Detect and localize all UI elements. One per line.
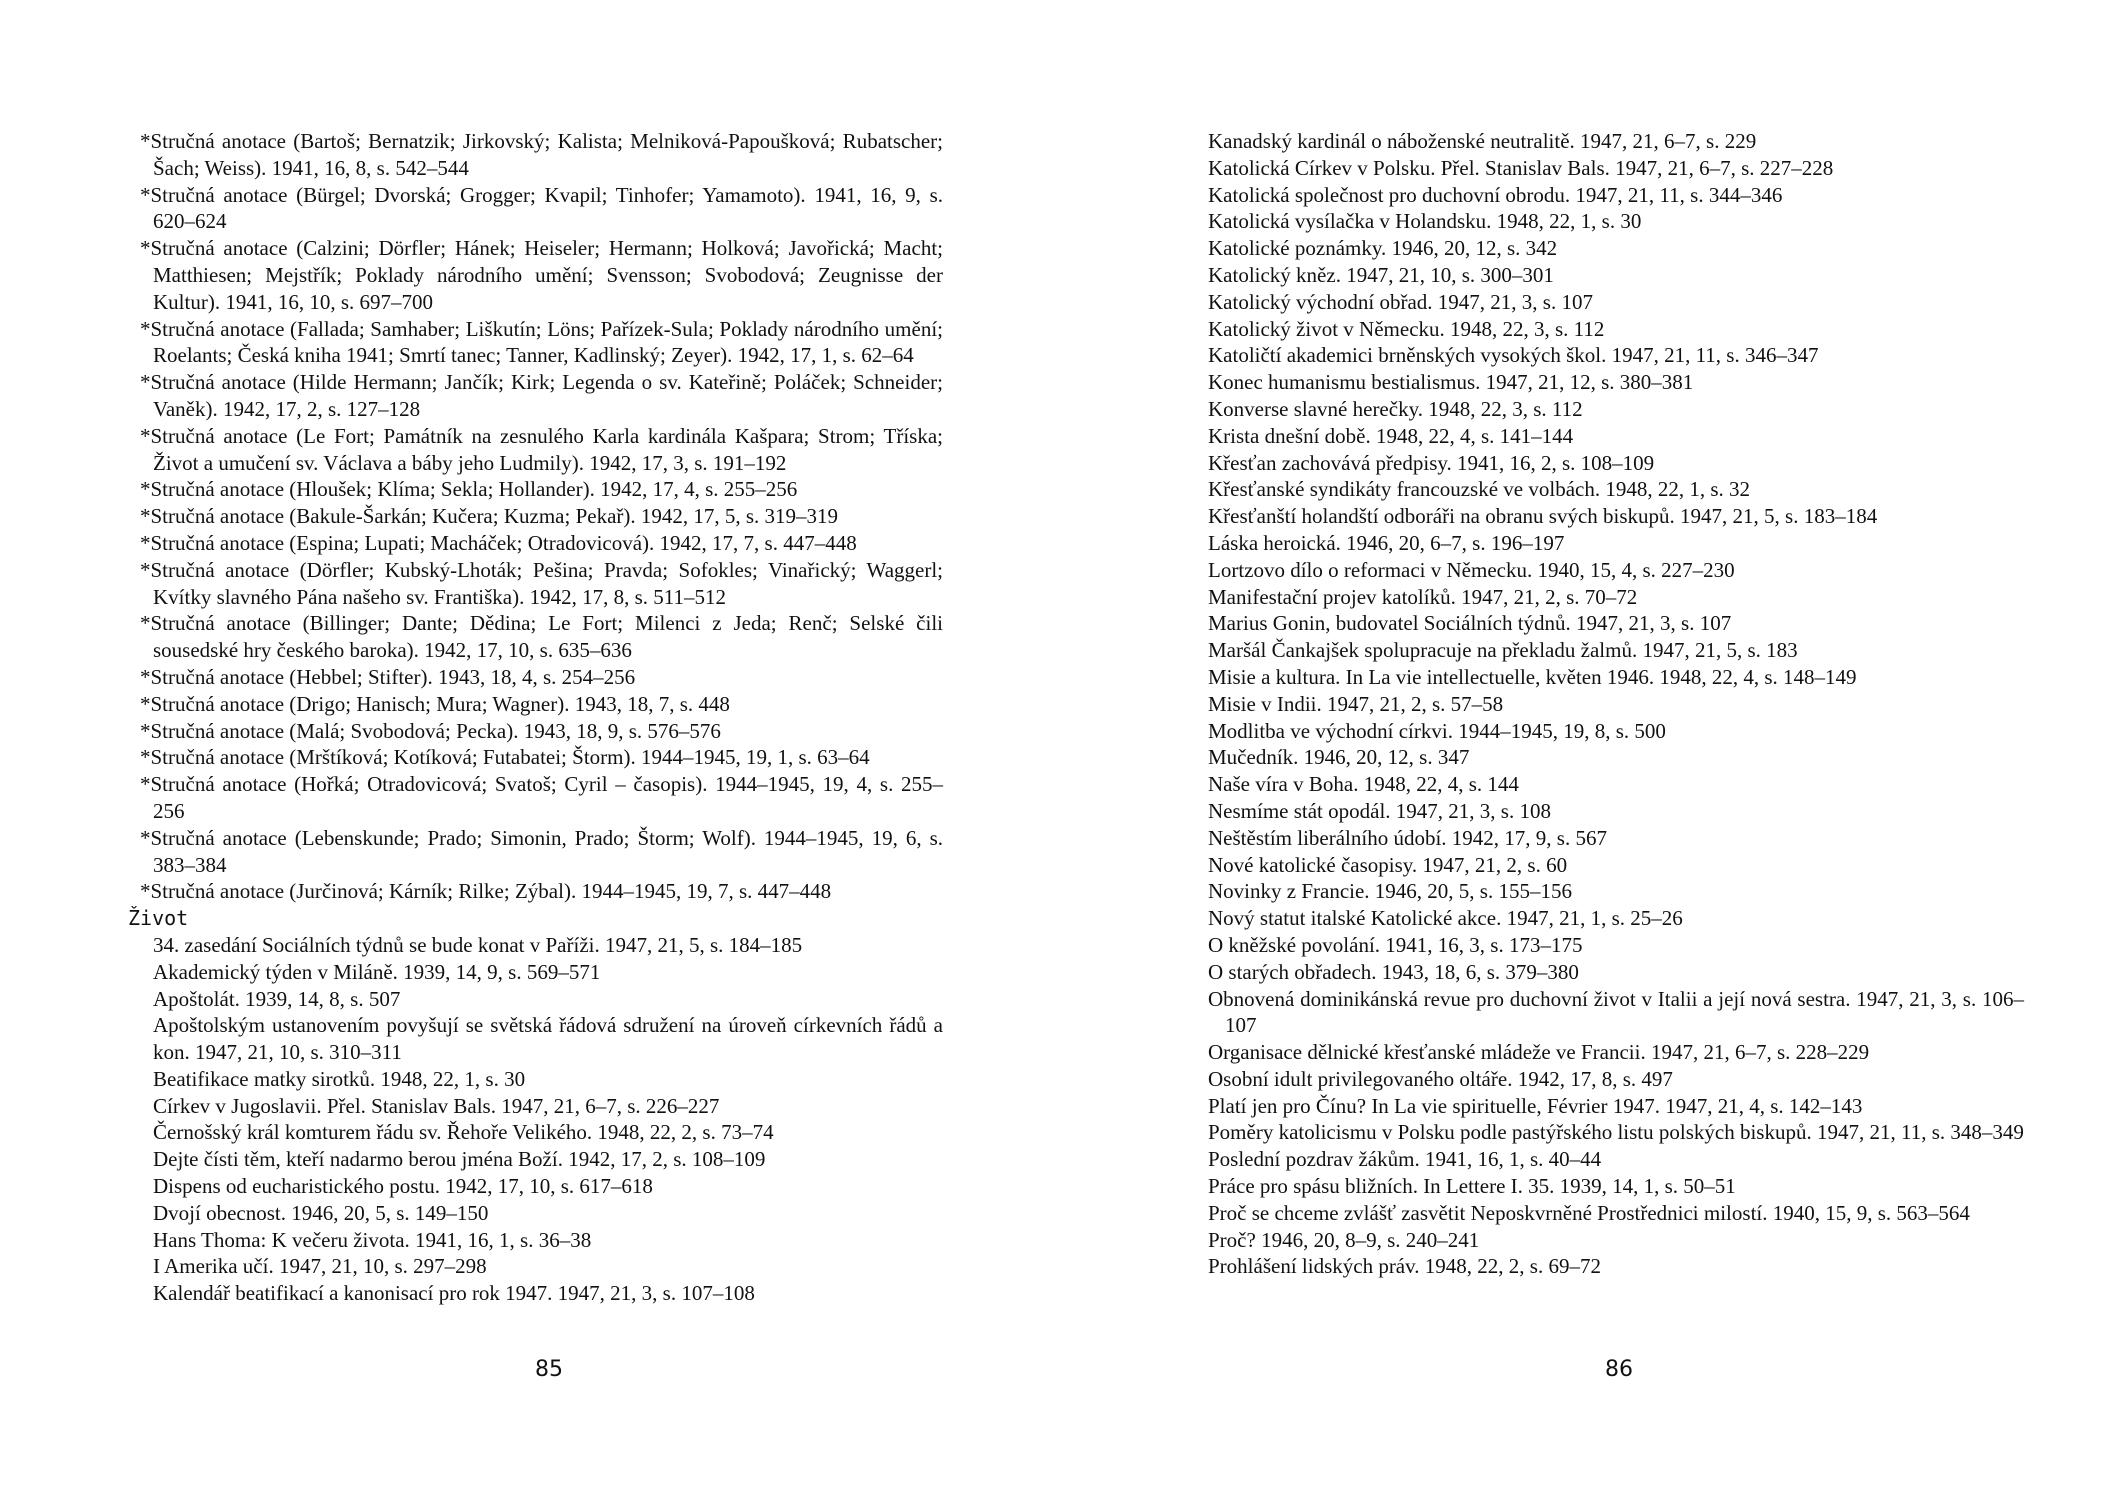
bibliography-entry: Novinky z Francie. 1946, 20, 5, s. 155–156 xyxy=(1208,879,1572,904)
bibliography-entry: Beatifikace matky sirotků. 1948, 22, 1, s. 30 xyxy=(153,1066,526,1091)
bibliography-entry: Apoštolským ustanovením povyšují se světská řádová sdružení na úroveň církevních řádů a kon. 1947, 21, 10, s. 310–311 xyxy=(153,1013,943,1065)
bibliography-entry: Misie a kultura. In La vie intellectuelle, květen 1946. 1948, 22, 4, s. 148–149 xyxy=(1208,664,1857,689)
bibliography-entry: Hans Thoma: K večeru života. 1941, 16, 1, s. 36–38 xyxy=(153,1227,592,1252)
bibliography-entry: Akademický týden v Miláně. 1939, 14, 9, s. 569–571 xyxy=(153,959,601,984)
right-page xyxy=(1208,128,2024,1388)
bibliography-entry: Katolický kněz. 1947, 21, 10, s. 300–301 xyxy=(1208,262,1554,287)
bibliography-entry: 34. zasedání Sociálních týdnů se bude konat v Paříži. 1947, 21, 5, s. 184–185 xyxy=(153,932,803,957)
bibliography-entry: *Stručná anotace (Espina; Lupati; Macháček; Otradovicová). 1942, 17, 7, s. 447–448 xyxy=(140,530,857,555)
bibliography-entry: Katolický život v Německu. 1948, 22, 3, s. 112 xyxy=(1208,316,1605,341)
bibliography-entry: *Stručná anotace (Mrštíková; Kotíková; Futabatei; Štorm). 1944–1945, 19, 1, s. 63–64 xyxy=(140,745,870,770)
bibliography-entry: Kanadský kardinál o náboženské neutralitě. 1947, 21, 6–7, s. 229 xyxy=(1208,129,1757,153)
bibliography-entry: Křesťanští holandští odboráři na obranu svých biskupů. 1947, 21, 5, s. 183–184 xyxy=(1208,504,1878,529)
bibliography-entry: *Stručná anotace (Fallada; Samhaber; Liškutín; Löns; Pařízek-Sula; Poklady národního umění; Roelants; Česká kniha 1941; Smrtí tanec; Tanner, Kadlinský; Zeyer). 1942, 17, 1, s. 62–64 xyxy=(140,316,943,368)
bibliography-entry: Církev v Jugoslavii. Přel. Stanislav Bals. 1947, 21, 6–7, s. 226–227 xyxy=(153,1093,720,1118)
zivot-list xyxy=(128,932,943,1307)
bibliography-entry: Poměry katolicismu v Polsku podle pastýřského listu polských biskupů. 1947, 21, 11, s. 348–349 xyxy=(1208,1120,2024,1145)
bibliography-entry: *Stručná anotace (Le Fort; Památník na zesnulého Karla kardinála Kašpara; Strom; Tříska; Život a umučení sv. Václava a báby jeho Ludmily). 1942, 17, 3, s. 191–192 xyxy=(140,423,943,475)
bibliography-entry: Katolická společnost pro duchovní obrodu. 1947, 21, 11, s. 344–346 xyxy=(1208,182,1783,207)
bibliography-entry: Modlitba ve východní církvi. 1944–1945, 19, 8, s. 500 xyxy=(1208,718,1666,743)
bibliography-entry: *Stručná anotace (Hebbel; Stifter). 1943, 18, 4, s. 254–256 xyxy=(140,664,636,689)
bibliography-entry: Neštěstím liberálního údobí. 1942, 17, 9, s. 567 xyxy=(1208,825,1607,850)
bibliography-entry: O starých obřadech. 1943, 18, 6, s. 379–380 xyxy=(1208,959,1579,984)
page-number-left: 85 xyxy=(535,1357,563,1382)
bibliography-entry: Dvojí obecnost. 1946, 20, 5, s. 149–150 xyxy=(153,1200,489,1225)
bibliography-entry: Nové katolické časopisy. 1947, 21, 2, s. 60 xyxy=(1208,852,1568,877)
bibliography-entry: Platí jen pro Čínu? In La vie spirituelle, Février 1947. 1947, 21, 4, s. 142–143 xyxy=(1208,1093,1863,1118)
bibliography-entry: Misie v Indii. 1947, 21, 2, s. 57–58 xyxy=(1208,691,1504,716)
bibliography-entry: Katolické poznámky. 1946, 20, 12, s. 342 xyxy=(1208,236,1558,261)
bibliography-entry: O kněžské povolání. 1941, 16, 3, s. 173–175 xyxy=(1208,932,1583,957)
bibliography-entry: *Stručná anotace (Bürgel; Dvorská; Grogger; Kvapil; Tinhofer; Yamamoto). 1941, 16, 9, s. 620–624 xyxy=(140,182,943,234)
bibliography-entry: *Stručná anotace (Drigo; Hanisch; Mura; Wagner). 1943, 18, 7, s. 448 xyxy=(140,691,730,716)
bibliography-entry: *Stručná anotace (Hořká; Otradovicová; Svatoš; Cyril – časopis). 1944–1945, 19, 4, s. 255–256 xyxy=(140,772,943,823)
bibliography-entry: Křesťan zachovává předpisy. 1941, 16, 2, s. 108–109 xyxy=(1208,450,1655,475)
bibliography-entry: Kalendář beatifikací a kanonisací pro rok 1947. 1947, 21, 3, s. 107–108 xyxy=(153,1281,755,1306)
bibliography-entry: Osobní idult privilegovaného oltáře. 1942, 17, 8, s. 497 xyxy=(1208,1066,1673,1091)
bibliography-entry: Maršál Čankajšek spolupracuje na překladu žalmů. 1947, 21, 5, s. 183 xyxy=(1208,638,1798,663)
bibliography-entry: Proč? 1946, 20, 8–9, s. 240–241 xyxy=(1208,1227,1480,1252)
page-number-right: 86 xyxy=(1605,1357,1633,1382)
bibliography-entry: Dejte čísti těm, kteří nadarmo berou jména Boží. 1942, 17, 2, s. 108–109 xyxy=(153,1147,766,1172)
bibliography-entry: Láska heroická. 1946, 20, 6–7, s. 196–197 xyxy=(1208,530,1565,555)
bibliography-entry: *Stručná anotace (Hloušek; Klíma; Sekla; Hollander). 1942, 17, 4, s. 255–256 xyxy=(140,477,798,502)
bibliography-entry: Lortzovo dílo o reformaci v Německu. 1940, 15, 4, s. 227–230 xyxy=(1208,557,1735,582)
bibliography-entry: Naše víra v Boha. 1948, 22, 4, s. 144 xyxy=(1208,772,1519,797)
bibliography-entry: Obnovená dominikánská revue pro duchovní život v Italii a její nová sestra. 1947, 21, 3, s. 106–107 xyxy=(1208,986,2024,1038)
bibliography-entry: Práce pro spásu bližních. In Lettere I. 35. 1939, 14, 1, s. 50–51 xyxy=(1208,1174,1736,1199)
bibliography-entry: Nesmíme stát opodál. 1947, 21, 3, s. 108 xyxy=(1208,798,1551,823)
left-page xyxy=(128,128,943,1388)
bibliography-entry: Katoličtí akademici brněnských vysokých škol. 1947, 21, 11, s. 346–347 xyxy=(1208,343,1819,368)
bibliography-entry: Nový statut italské Katolické akce. 1947, 21, 1, s. 25–26 xyxy=(1208,906,1683,931)
bibliography-entry: *Stručná anotace (Bartoš; Bernatzik; Jirkovský; Kalista; Melniková-Papoušková; Rubatscher; Šach; Weiss). 1941, 16, 8, s. 542–544 xyxy=(140,129,943,180)
bibliography-entry: *Stručná anotace (Malá; Svobodová; Pecka). 1943, 18, 9, s. 576–576 xyxy=(140,718,721,743)
bibliography-entry: Proč se chceme zvlášť zasvětit Neposkvrněné Prostřednici milostí. 1940, 15, 9, s. 563–564 xyxy=(1208,1200,1970,1225)
bibliography-entry: *Stručná anotace (Calzini; Dörfler; Hánek; Heiseler; Hermann; Holková; Javořická; Macht; Matthiesen; Mejstřík; Poklady národního umění; Svensson; Svobodová; Zeugnisse der Kultur). 1941, 16, 10, s. 697–700 xyxy=(140,236,943,314)
bibliography-entry: *Stručná anotace (Bakule-Šarkán; Kučera; Kuzma; Pekař). 1942, 17, 5, s. 319–319 xyxy=(140,504,839,529)
bibliography-entry: Konec humanismu bestialismus. 1947, 21, 12, s. 380–381 xyxy=(1208,370,1694,395)
bibliography-entry: Marius Gonin, budovatel Sociálních týdnů. 1947, 21, 3, s. 107 xyxy=(1208,611,1732,636)
bibliography-entry: Apoštolát. 1939, 14, 8, s. 507 xyxy=(153,986,401,1011)
bibliography-entry: Dispens od eucharistického postu. 1942, 17, 10, s. 617–618 xyxy=(153,1174,653,1199)
section-heading: Život xyxy=(128,906,189,931)
bibliography-entry: Katolický východní obřad. 1947, 21, 3, s. 107 xyxy=(1208,289,1593,314)
bibliography-entry: Katolická vysílačka v Holandsku. 1948, 22, 1, s. 30 xyxy=(1208,209,1642,234)
bibliography-entry: Katolická Církev v Polsku. Přel. Stanislav Bals. 1947, 21, 6–7, s. 227–228 xyxy=(1208,155,1834,180)
bibliography-entry: Černošský král komturem řádu sv. Řehoře Velikého. 1948, 22, 2, s. 73–74 xyxy=(153,1120,774,1145)
bibliography-entry: I Amerika učí. 1947, 21, 10, s. 297–298 xyxy=(153,1254,487,1279)
bibliography-entry: Poslední pozdrav žákům. 1941, 16, 1, s. 40–44 xyxy=(1208,1147,1602,1172)
bibliography-entry: Křesťanské syndikáty francouzské ve volbách. 1948, 22, 1, s. 32 xyxy=(1208,477,1751,502)
bibliography-entry: *Stručná anotace (Billinger; Dante; Dědina; Le Fort; Milenci z Jeda; Renč; Selské čili sousedské hry českého baroka). 1942, 17, 10, s. 635–636 xyxy=(140,611,943,663)
bibliography-entry: Organisace dělnické křesťanské mládeže ve Francii. 1947, 21, 6–7, s. 228–229 xyxy=(1208,1040,1870,1065)
zivot-list-continued xyxy=(1208,128,2024,1280)
bibliography-entry: Krista dnešní době. 1948, 22, 4, s. 141–144 xyxy=(1208,423,1574,448)
bibliography-entry: *Stručná anotace (Jurčinová; Kárník; Rilke; Zýbal). 1944–1945, 19, 7, s. 447–448 xyxy=(140,879,832,904)
bibliography-entry: *Stručná anotace (Hilde Hermann; Jančík; Kirk; Legenda o sv. Kateřině; Poláček; Schneider; Vaněk). 1942, 17, 2, s. 127–128 xyxy=(140,370,943,421)
bibliography-entry: Manifestační projev katolíků. 1947, 21, 2, s. 70–72 xyxy=(1208,584,1638,609)
bibliography-entry: Konverse slavné herečky. 1948, 22, 3, s. 112 xyxy=(1208,396,1583,421)
bibliography-entry: *Stručná anotace (Lebenskunde; Prado; Simonin, Prado; Štorm; Wolf). 1944–1945, 19, 6, s. 383–384 xyxy=(140,825,943,877)
bibliography-entry: *Stručná anotace (Dörfler; Kubský-Lhoták; Pešina; Pravda; Sofokles; Vinařický; Waggerl; Kvítky slavného Pána našeho sv. Františka). 1942, 17, 8, s. 511–512 xyxy=(140,557,943,609)
annotation-list xyxy=(128,128,943,905)
bibliography-entry: Mučedník. 1946, 20, 12, s. 347 xyxy=(1208,745,1470,770)
bibliography-entry: Prohlášení lidských práv. 1948, 22, 2, s. 69–72 xyxy=(1208,1254,1601,1279)
